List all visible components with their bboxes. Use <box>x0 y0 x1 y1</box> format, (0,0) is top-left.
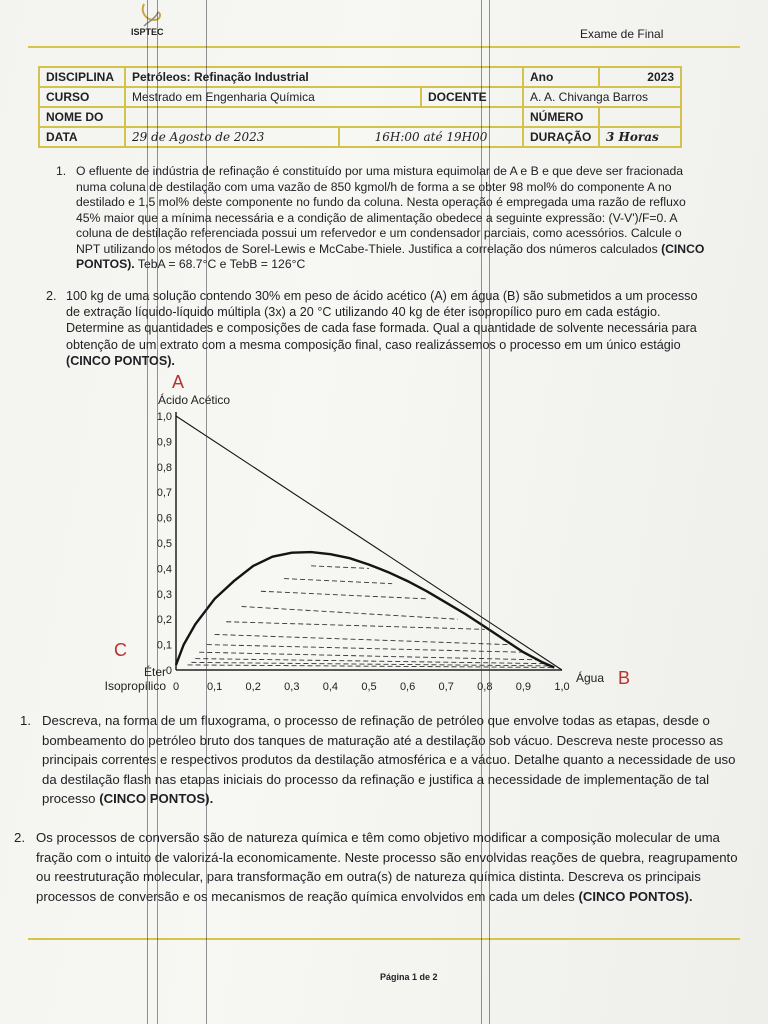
boiling-temperatures: TebA = 68.7°C e TebB = 126°C <box>137 257 306 271</box>
tie-line <box>207 645 524 653</box>
fold-line <box>481 0 482 1024</box>
isptec-logo-icon <box>138 2 168 28</box>
x-tick-label: 1,0 <box>554 681 570 693</box>
origin-label-line: Éter <box>143 665 166 679</box>
data-value: 29 de Agosto de 2023 <box>125 127 339 147</box>
nome-label: NOME DO <box>39 107 125 127</box>
y-tick-label: 0,3 <box>156 588 172 601</box>
data-label: DATA <box>39 127 125 147</box>
curso-value: Mestrado em Engenharia Química <box>125 87 421 107</box>
question-text: Os processos de conversão são de natureza química e têm como objetivo modificar a composição molecular de uma fração com o intuito de valorizá-la economicamente. Neste processo são envolvidas reações de quebra, reagrupamento ou reestruturação molecular, para transformação em outra(s) de natureza química distinta. Descreva os principais processos de conversão e os mecanismos de reação química envolvidos em cada um deles <box>36 830 738 904</box>
question-number: 1. <box>56 164 67 178</box>
question-conversion-processes <box>14 828 740 906</box>
binodal-curve <box>176 552 554 667</box>
ano-value: 2023 <box>599 67 681 87</box>
x-tick-label: 0,6 <box>399 681 416 693</box>
x-axis-label: Água <box>576 671 605 685</box>
question-text: Descreva, na forma de um fluxograma, o processo de refinação de petróleo que envolve todas as etapas, desde o bombeamento do petróleo bruto dos tanques de maturação até a destilação sob vácuo. Descreva neste processo as principais correntes e respectivos produtos da destilação atmosférica e a vácuo. Detalhe quanto a necessidade de uso da destilação flash nas etapas iniciais do processo da refinação e justifica a necessidade de implementação de tal processo <box>42 713 736 806</box>
question-points: (CINCO PONTOS). <box>66 353 175 368</box>
fold-line <box>157 0 158 1024</box>
horario-value: 16H:00 até 19H00 <box>339 127 523 147</box>
docente-label: DOCENTE <box>421 87 523 107</box>
question-text: O efluente de indústria de refinação é constituído por uma mistura equimolar de A e B e que deve ser fracionada numa coluna de destilação com uma vazão de 850 kgmol/h de forma a se obter 98 mol% do componente A no destilado e 1,5 mol% deste componente no fundo da coluna. Nesta operação é empregada uma razão de refluxo 45% maior que a mínima necessária e a condição de alimentação obedece a seguinte expressão: (V-V')/F=0. A coluna de destilação referenciada possui um refervedor e um condensador parciais, como acessórios. Calcule o NPT utilizando os métodos de Sorel-Lewis e McCabe-Thiele. Justifica a correlação dos números calculados <box>76 164 686 256</box>
tie-line <box>261 591 427 599</box>
y-tick-label: 0,8 <box>156 461 172 474</box>
y-tick-label: 0,6 <box>156 512 172 525</box>
tie-line <box>311 566 369 569</box>
y-tick-label: 0,9 <box>156 436 172 449</box>
tie-line <box>284 579 392 584</box>
page-number: Página 1 de 2 <box>380 972 438 982</box>
x-axis-marker: B <box>618 668 631 688</box>
nome-field <box>125 107 523 127</box>
duracao-label: DURAÇÃO <box>523 127 599 147</box>
question-number: 2. <box>46 289 57 303</box>
exam-title: Exame de Final <box>580 27 664 41</box>
hypotenuse-line <box>176 416 562 670</box>
question-extraction <box>46 288 712 369</box>
y-tick-label: 1,0 <box>156 411 172 423</box>
origin-marker: C <box>114 640 127 660</box>
tie-line <box>199 652 539 660</box>
question-points: (CINCO PONTOS). <box>76 241 705 271</box>
question-number: 2. <box>14 830 25 845</box>
header-divider <box>28 46 740 48</box>
y-tick-label: 0,7 <box>156 487 172 500</box>
tie-line <box>215 634 508 644</box>
curso-label: CURSO <box>39 87 125 107</box>
x-tick-label: 0,7 <box>438 681 454 693</box>
numero-label: NÚMERO <box>523 107 599 127</box>
disciplina-label: DISCIPLINA <box>39 67 125 87</box>
x-tick-label: 0,8 <box>477 681 493 693</box>
fold-line <box>489 0 490 1024</box>
question-number: 1. <box>20 713 31 728</box>
question-text: 100 kg de uma solução contendo 30% em peso de ácido acético (A) em água (B) são submetidos a um processo de extração líquido-líquido múltipla (3x) a 20 °C utilizando 40 kg de éter isopropílico puro em cada estágio. Determine as quantidades e composições de cada fase formada. Qual a quantidade de solvente necessária para obtenção de um extrato com a mesma composição final, caso realizássemos o processo em um único estágio <box>66 289 698 352</box>
question-points: (CINCO PONTOS). <box>99 791 214 806</box>
duracao-value: 3 Horas <box>599 127 681 147</box>
y-tick-label: 0,2 <box>156 614 172 627</box>
y-axis-label: Ácido Acético <box>158 393 231 407</box>
x-tick-label: 0,9 <box>515 681 532 693</box>
fold-line <box>206 0 207 1024</box>
y-tick-label: 0,4 <box>156 563 172 576</box>
origin-label-line: Isopropílico <box>104 679 166 693</box>
ternary-equilibrium-chart <box>90 368 650 708</box>
x-tick-label: 0,4 <box>322 681 339 693</box>
y-axis-marker: A <box>172 372 185 392</box>
numero-field <box>599 107 681 127</box>
y-tick-label: 0,5 <box>156 538 172 550</box>
disciplina-value: Petróleos: Refinação Industrial <box>125 67 523 87</box>
x-tick-label: 0,1 <box>206 681 223 693</box>
institution-name: ISPTEC <box>131 27 164 37</box>
x-tick-label: 0 <box>172 681 180 693</box>
question-distillation <box>56 164 708 273</box>
y-tick-label: 0 <box>165 665 172 677</box>
tie-line <box>242 607 458 620</box>
tie-lines-group <box>188 566 555 668</box>
x-tick-label: 0,3 <box>284 681 300 693</box>
question-points: (CINCO PONTOS). <box>578 888 693 904</box>
x-tick-label: 0,5 <box>361 681 377 693</box>
exam-info-table <box>38 66 682 148</box>
y-tick-label: 0,1 <box>156 639 172 652</box>
footer-divider <box>28 938 740 940</box>
tie-line <box>226 622 485 630</box>
fold-line <box>147 0 148 1024</box>
chart-series <box>176 416 562 670</box>
x-tick-label: 0,2 <box>245 681 261 693</box>
ano-label: Ano <box>523 67 599 87</box>
docente-value: A. A. Chivanga Barros <box>523 87 681 107</box>
